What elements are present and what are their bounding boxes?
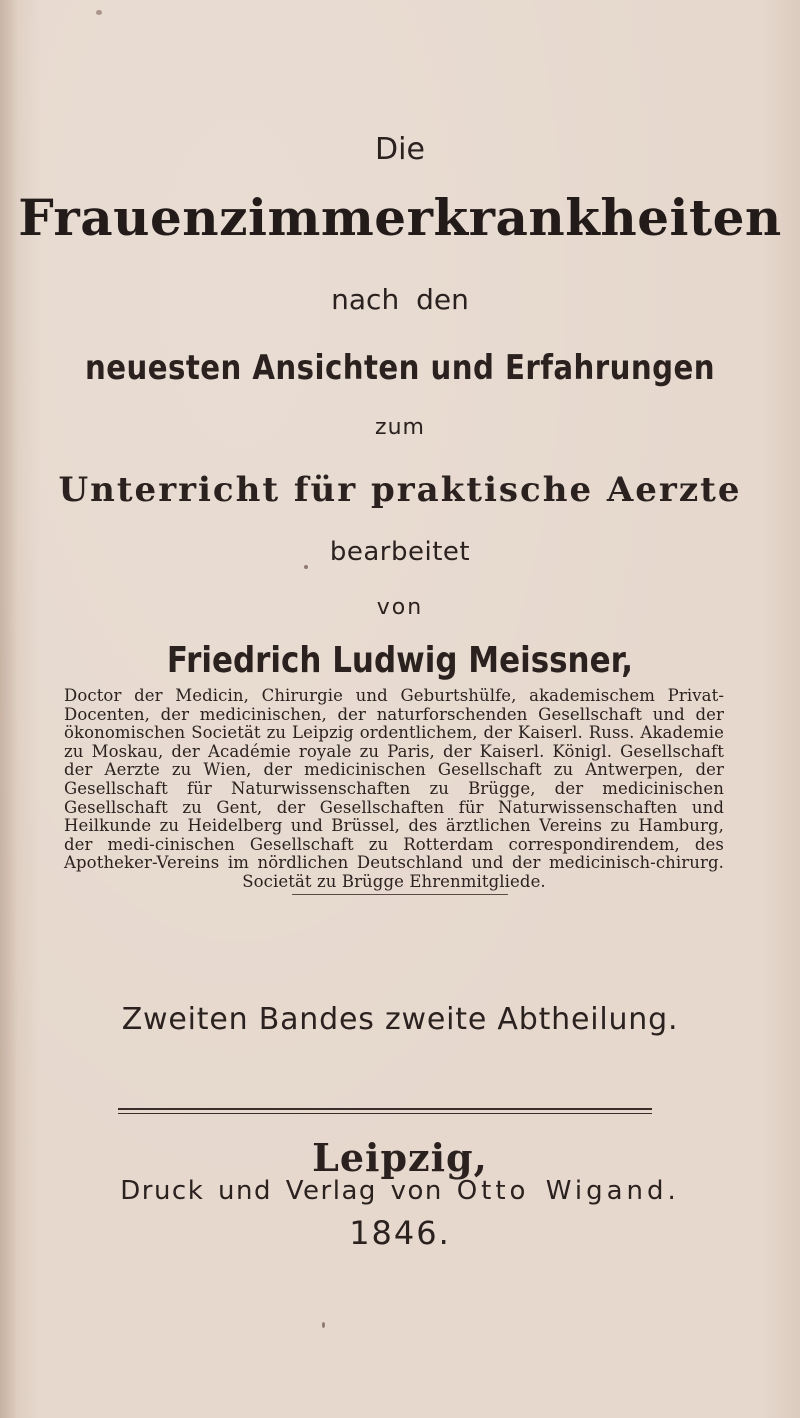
imprint-city: Leipzig, bbox=[312, 1135, 488, 1180]
subtitle-bearbeitet: bearbeitet bbox=[329, 537, 471, 567]
book-title: Frauenzimmerkrankheiten bbox=[18, 188, 782, 247]
subtitle-von: von bbox=[376, 595, 424, 620]
author-credentials: Doctor der Medicin, Chirurgie und Geburtshülfe, akademischem Privat-Docenten, der medicinischen, der naturforschenden Gesellschaft und der ökonomischen Societät zu Leipzig ordentlichem, der Kaiserl. Russ. Akademie zu Moskau, der Académie royale zu Paris, der Kaiserl. Königl. Gesellschaft der Aerzte zu Wien, der medicinischen Gesellschaft zu Antwerpen, der Gesellschaft für Naturwissenschaften zu Brügge, der medicinischen Gesellschaft zu Gent, der Gesellschaften für Naturwissenschaften und Heilkunde zu Heidelberg und Brüssel, des ärztlichen Vereins zu Hamburg, der medi-cinischen Gesellschaft zu Rotterdam correspondirendem, des Apotheker-Vereins im nördlichen Deutschland und der medicinisch-chirurg. Societät zu Brügge Ehrenmitgliede. bbox=[64, 686, 724, 891]
paper-speck bbox=[304, 565, 308, 569]
subtitle-nach-den: nach den bbox=[331, 283, 469, 316]
subtitle-neuesten-ansichten: neuesten Ansichten und Erfahrungen bbox=[84, 348, 715, 388]
title-article: Die bbox=[375, 132, 425, 167]
volume-designation: Zweiten Bandes zweite Abtheilung. bbox=[121, 1002, 679, 1037]
double-rule-bottom bbox=[118, 1113, 652, 1114]
paper-speck bbox=[96, 10, 102, 15]
publisher-name: Otto Wigand. bbox=[456, 1176, 680, 1206]
paper-speck bbox=[322, 1322, 325, 1328]
divider-rule bbox=[292, 894, 508, 895]
subtitle-unterricht: Unterricht für praktische Aerzte bbox=[58, 470, 742, 510]
double-rule-top bbox=[118, 1108, 652, 1110]
subtitle-zum: zum bbox=[375, 415, 425, 440]
imprint-year: 1846. bbox=[349, 1214, 451, 1252]
author-name: Friedrich Ludwig Meissner, bbox=[166, 640, 634, 681]
imprint-publisher bbox=[0, 1176, 800, 1206]
publisher-prefix: Druck und Verlag von bbox=[120, 1176, 443, 1206]
